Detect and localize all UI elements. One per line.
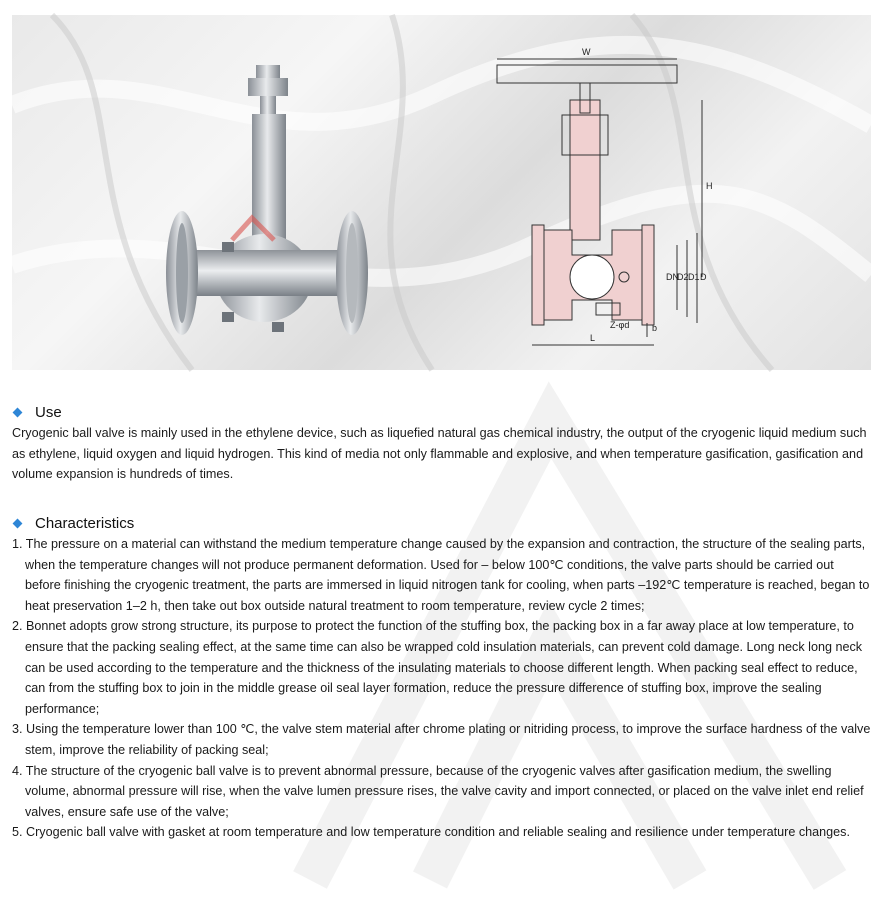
dim-bolt-label: Z-φd <box>610 320 630 330</box>
diamond-bullet-icon <box>13 519 23 529</box>
dim-d-label: D <box>700 272 707 282</box>
dim-d2-label: D2 <box>677 272 689 282</box>
characteristics-list <box>12 534 872 843</box>
list-item: 4. The structure of the cryogenic ball valve is to prevent abnormal pressure, because of the cryogenic valves after gasification medium, the swelling volume, abnormal pressure will rise, when the valve lumen pressure rises, the valve cavity and import connected, or placed on the valve inlet end relief valves, ensure safe use of the valve; <box>12 763 864 819</box>
characteristics-heading <box>12 515 134 532</box>
use-paragraph: Cryogenic ball valve is mainly used in the ethylene device, such as liquefied natural gas chemical industry, the output of the cryogenic liquid medium such as ethylene, liquid oxygen and liquid hydrogen. This kind of media not only flammable and explosive, and when temperature gasification, gasification and volume expansion is hundreds of times. <box>12 426 867 482</box>
product-banner <box>12 15 871 370</box>
characteristics-heading-text: Characteristics <box>35 515 135 532</box>
use-heading <box>12 404 62 421</box>
dim-l-label: L <box>590 333 596 343</box>
dim-d1-label: D1 <box>688 272 700 282</box>
dim-w-label: W <box>582 47 591 57</box>
dim-dn-label: DN <box>666 272 679 282</box>
list-item: 3. Using the temperature lower than 100 ℃, the valve stem material after chrome plating or nitriding process, to improve the surface hardness of the valve stem, improve the reliability of packing seal; <box>12 722 871 757</box>
use-heading-text: Use <box>35 404 62 421</box>
diamond-bullet-icon <box>13 408 23 418</box>
marble-background <box>12 15 871 370</box>
valve-dimension-drawing <box>512 47 742 355</box>
list-item: 2. Bonnet adopts grow strong structure, its purpose to protect the function of the stuffing box, the packing box in a far away place at low temperature, to ensure that the packing sealing effect, at the same time can also be wrapped cold insulation materials, can prevent cold damage. Long neck long neck can be used according to the temperature and the thickness of the insulating materials to choose different length. When packing seal effect to reduce, can from the stuffing box to join in the middle grease oil seal layer formation, reduce the pressure difference of stuffing box, improve the sealing performance; <box>12 619 863 716</box>
cryogenic-ball-valve-photo <box>152 60 392 360</box>
dim-h-label: H <box>706 181 713 191</box>
list-item: 1. The pressure on a material can withstand the medium temperature change caused by the expansion and contraction, the structure of the sealing parts, when the temperature changes will not produce permanent deformation. Used for – below 100℃ conditions, the valve parts should be carried out before finishing the cryogenic treatment, the parts are immersed in liquid nitrogen tank for cooling, when parts –192℃ temperature is reached, began to heat preservation 1–2 h, then take out box outside natural treatment to room temperature, review cycle 2 times; <box>12 537 870 613</box>
list-item: 5. Cryogenic ball valve with gasket at room temperature and low temperature condition and reliable sealing and resilience under temperature changes. <box>12 825 850 840</box>
dim-b-label: b <box>652 323 658 333</box>
